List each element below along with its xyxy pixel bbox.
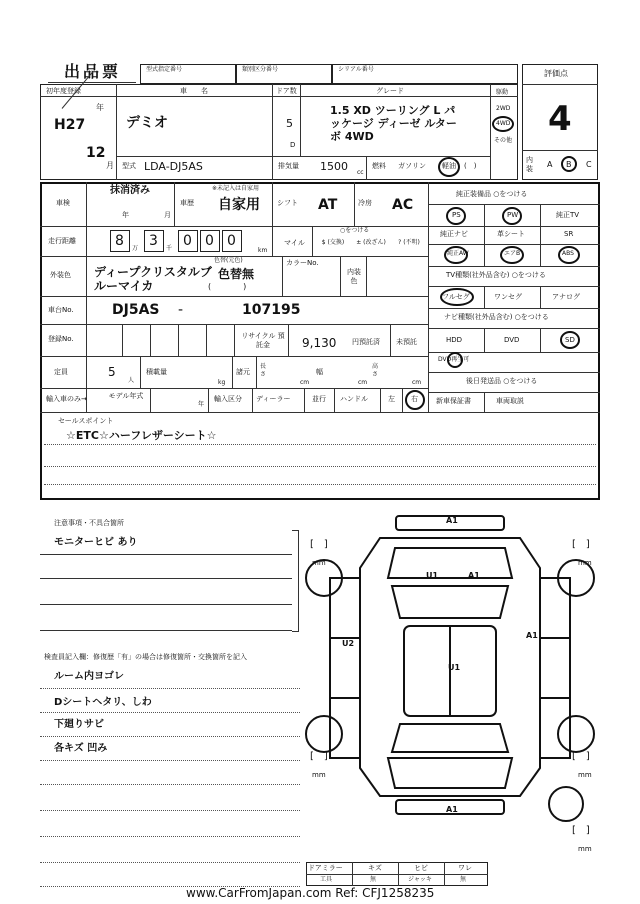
category-number-label: 類別区分番号: [242, 66, 279, 73]
model-year-unit: 年: [198, 401, 205, 408]
inspector-line-1: ルーム内ヨゴレ: [54, 671, 124, 682]
damage-mark-right-fender: A1: [526, 631, 538, 640]
damage-mark-front-bumper: A1: [446, 516, 458, 525]
model-label: 型式: [122, 162, 136, 170]
equip-aw: 純正AW: [447, 250, 469, 257]
equip-tv: 純正TV: [556, 211, 580, 219]
sales-point-text: ☆ETC☆ハーフレザーシート☆: [66, 429, 217, 442]
mileage-man-unit: 万: [132, 245, 139, 252]
mm-top-right: mm: [578, 559, 592, 567]
ac-label: 冷房: [358, 199, 372, 207]
damage-mark-left-door: U2: [342, 639, 355, 648]
interior-b: B: [566, 160, 572, 169]
legend-tools-value: 無: [370, 876, 377, 883]
exterior-color-label: 外装色: [50, 271, 71, 279]
fuel-gasoline: ガソリン: [398, 162, 426, 170]
tv-title: TV種類(社外品含む) ○をつける: [446, 271, 546, 279]
usage-label: 車歴: [180, 199, 194, 207]
repaint-label: 色替(元色): [214, 257, 243, 264]
after-title: 後日発送品 ○をつける: [466, 377, 538, 385]
first-registration-month: 12: [86, 145, 106, 161]
import-dealer: ディーラー: [256, 395, 291, 403]
width-unit: cm: [358, 379, 368, 386]
capacity-value: 5: [108, 365, 116, 379]
import-type-label: 輸入区分: [214, 395, 242, 403]
sales-point-label: セールスポイント: [58, 417, 114, 425]
usage-note: ※未記入は自家用: [212, 185, 260, 192]
form-title: 出品票: [64, 62, 122, 81]
ac-value: AC: [392, 197, 414, 213]
repaint-paren: ( ): [208, 282, 247, 291]
handle-label: ハンドル: [340, 395, 368, 403]
displacement-unit: cc: [357, 169, 364, 176]
equip-airbag: エアB: [504, 250, 521, 257]
legend-mirror: ドアミラー: [308, 864, 343, 872]
equipment-title: 純正装備品 ○をつける: [456, 190, 528, 198]
mileage-sen-unit: 千: [166, 245, 173, 252]
legend-tools: 工具: [320, 876, 333, 883]
shift-value: AT: [318, 197, 338, 213]
repaint-value: 色替無: [218, 267, 255, 281]
usage-value: 自家用: [218, 197, 260, 213]
drive-other: その他: [494, 137, 513, 144]
inspector-line-2: Dシートヘタリ、しわ: [54, 697, 152, 708]
import-parallel: 並行: [312, 395, 326, 403]
month-unit: 月: [106, 161, 114, 170]
mileage-digit-5-text: 0: [227, 233, 236, 249]
type-number-label: 型式指定番号: [146, 66, 183, 73]
spare-tire: [548, 786, 584, 822]
damage-mark-hood-left: U1: [426, 571, 439, 580]
navi-dvd: DVD: [504, 336, 520, 344]
mileage-circle-note: ○をつける: [340, 227, 370, 234]
height-unit: cm: [412, 379, 422, 386]
serial-number-label: シリアル番号: [338, 66, 374, 73]
bracket-top-left: [ ]: [310, 539, 328, 550]
tv-fullseg: フルセグ: [442, 293, 470, 301]
inspection-year-unit: 年: [122, 211, 129, 219]
bracket-spare: [ ]: [572, 825, 590, 836]
mileage-label: 走行距離: [48, 237, 76, 245]
footer-watermark: www.CarFromJapan.com Ref: CFJ1258235: [186, 886, 435, 900]
inspection-label: 車検: [56, 199, 70, 207]
chassis-prefix: DJ5AS: [112, 302, 160, 318]
grade-value: 1.5 XD ツーリング L パッケージ ディーゼ ルターボ 4WD: [330, 104, 457, 143]
legend-jack-value: 無: [460, 876, 467, 883]
dvd-play-label: DVD再生可: [438, 356, 470, 363]
handle-right: 右: [411, 395, 418, 403]
tv-analog: アナログ: [552, 293, 580, 301]
inspection-month-unit: 月: [164, 211, 171, 219]
interior-color-label: 内装 色: [347, 268, 361, 285]
model-year-label: モデル年式: [108, 392, 144, 400]
bracket-bottom-left: [ ]: [310, 751, 328, 762]
notes-box-right: [292, 530, 299, 632]
length-label: 長 さ: [260, 363, 267, 378]
interior-c: C: [586, 160, 592, 169]
mileage-digit-3-text: 0: [183, 233, 192, 249]
handle-left: 左: [388, 395, 395, 403]
load-unit: kg: [218, 379, 226, 386]
chassis-dash: -: [178, 302, 184, 318]
first-registration-year: H27: [54, 117, 86, 133]
length-unit: cm: [300, 379, 310, 386]
notes-line-1: モニターヒビ あり: [54, 537, 138, 548]
equip-leather: 革シート: [497, 230, 525, 238]
recycle-value: 9,130: [302, 336, 337, 350]
mileage-digit-4-text: 0: [205, 233, 214, 249]
mileage-change: $ (交換): [321, 239, 345, 246]
legend-break: ワレ: [458, 864, 472, 872]
navi-sd: SD: [565, 336, 575, 344]
inspection-value: 抹消済み: [110, 185, 150, 196]
mm-top-left: mm: [312, 559, 326, 567]
inspector-line-3: 下廻りサビ: [54, 719, 104, 730]
dimensions-label: 諸元: [236, 368, 250, 376]
capacity-label: 定員: [54, 368, 68, 376]
chassis-label: 車台No.: [48, 306, 74, 314]
shift-label: シフト: [277, 199, 298, 207]
load-label: 積載量: [146, 368, 167, 376]
registration-label: 登録No.: [48, 335, 74, 343]
mileage-modified: ± (改ざん): [356, 239, 386, 246]
capacity-unit: 人: [128, 377, 135, 384]
recycle-unit: 円預託済: [352, 338, 380, 346]
displacement-value: 1500: [320, 160, 348, 173]
fuel-label: 燃料: [372, 162, 386, 170]
width-label: 幅: [316, 368, 323, 376]
mileage-digit-1-text: 8: [115, 233, 124, 249]
equip-navi: 純正ナビ: [440, 230, 468, 238]
equip-pw: PW: [507, 211, 519, 219]
equip-ps: PS: [452, 211, 461, 219]
fuel-diesel: 軽油: [442, 162, 456, 170]
door-count-label: ドア数: [276, 87, 297, 95]
model-value: LDA-DJ5AS: [144, 160, 203, 173]
car-name-value: デミオ: [126, 115, 168, 131]
mileage-km-unit: km: [258, 247, 268, 254]
legend-crack: ヒビ: [414, 864, 428, 872]
evaluation-label: 評価点: [544, 69, 568, 78]
color-number-label: カラーNo.: [286, 259, 319, 267]
year-unit: 年: [96, 103, 104, 112]
chassis-number: 107195: [242, 302, 301, 318]
after-warranty: 新車保証書: [436, 397, 471, 405]
equip-sr: SR: [564, 230, 574, 238]
inspector-line-4: 各キズ 凹み: [54, 743, 108, 754]
interior-label: 内 装: [526, 156, 533, 173]
mm-bottom-right: mm: [578, 771, 592, 779]
legend-scratch: キズ: [368, 864, 382, 872]
door-count-value: 5: [286, 117, 293, 130]
drive-label: 駆動: [496, 89, 509, 96]
legend-jack: ジャッキ: [408, 876, 432, 883]
navi-title: ナビ種類(社外品含む) ○をつける: [444, 313, 549, 321]
mileage-unknown: ? (不明): [398, 239, 420, 246]
mm-spare: mm: [578, 845, 592, 853]
navi-hdd: HDD: [446, 336, 463, 344]
damage-mark-rear-bumper: A1: [446, 805, 458, 814]
damage-mark-hood-right: A1: [468, 571, 480, 580]
inspector-label: 検査員記入欄：修復歴「有」の場合は修復箇所・交換箇所を記入: [44, 653, 247, 661]
mile-label: マイル: [284, 239, 305, 247]
height-label: 高 さ: [372, 363, 379, 378]
damage-mark-roof: U1: [448, 663, 461, 672]
drive-2wd: 2WD: [496, 105, 511, 112]
displacement-label: 排気量: [278, 162, 299, 170]
evaluation-score: 4: [548, 99, 572, 139]
exterior-color-value: ディープクリスタルブ ルーマイカ: [94, 265, 212, 293]
mm-bottom-left: mm: [312, 771, 326, 779]
tv-oneseg: ワンセグ: [494, 293, 522, 301]
equip-abs: ABS: [562, 250, 574, 257]
after-manual: 車両取説: [496, 397, 524, 405]
notes-label: 注意事項・不具合箇所: [54, 519, 124, 527]
recycle-label: リサイクル 預託金: [241, 332, 285, 349]
grade-label: グレード: [376, 87, 404, 95]
recycle-unpaid: 未預託: [396, 338, 417, 346]
import-label: 輸入車のみ→: [46, 395, 87, 403]
door-count-sub: D: [290, 141, 296, 149]
car-name-label: 車 名: [180, 87, 208, 95]
first-registration-label: 初年度登録: [46, 87, 81, 95]
bracket-top-right: [ ]: [572, 539, 590, 550]
bracket-bottom-right: [ ]: [572, 751, 590, 762]
fuel-other: ( ): [464, 162, 477, 170]
mileage-digit-2-text: 3: [149, 233, 158, 249]
interior-a: A: [547, 160, 553, 169]
drive-4wd: 4WD: [496, 120, 511, 127]
